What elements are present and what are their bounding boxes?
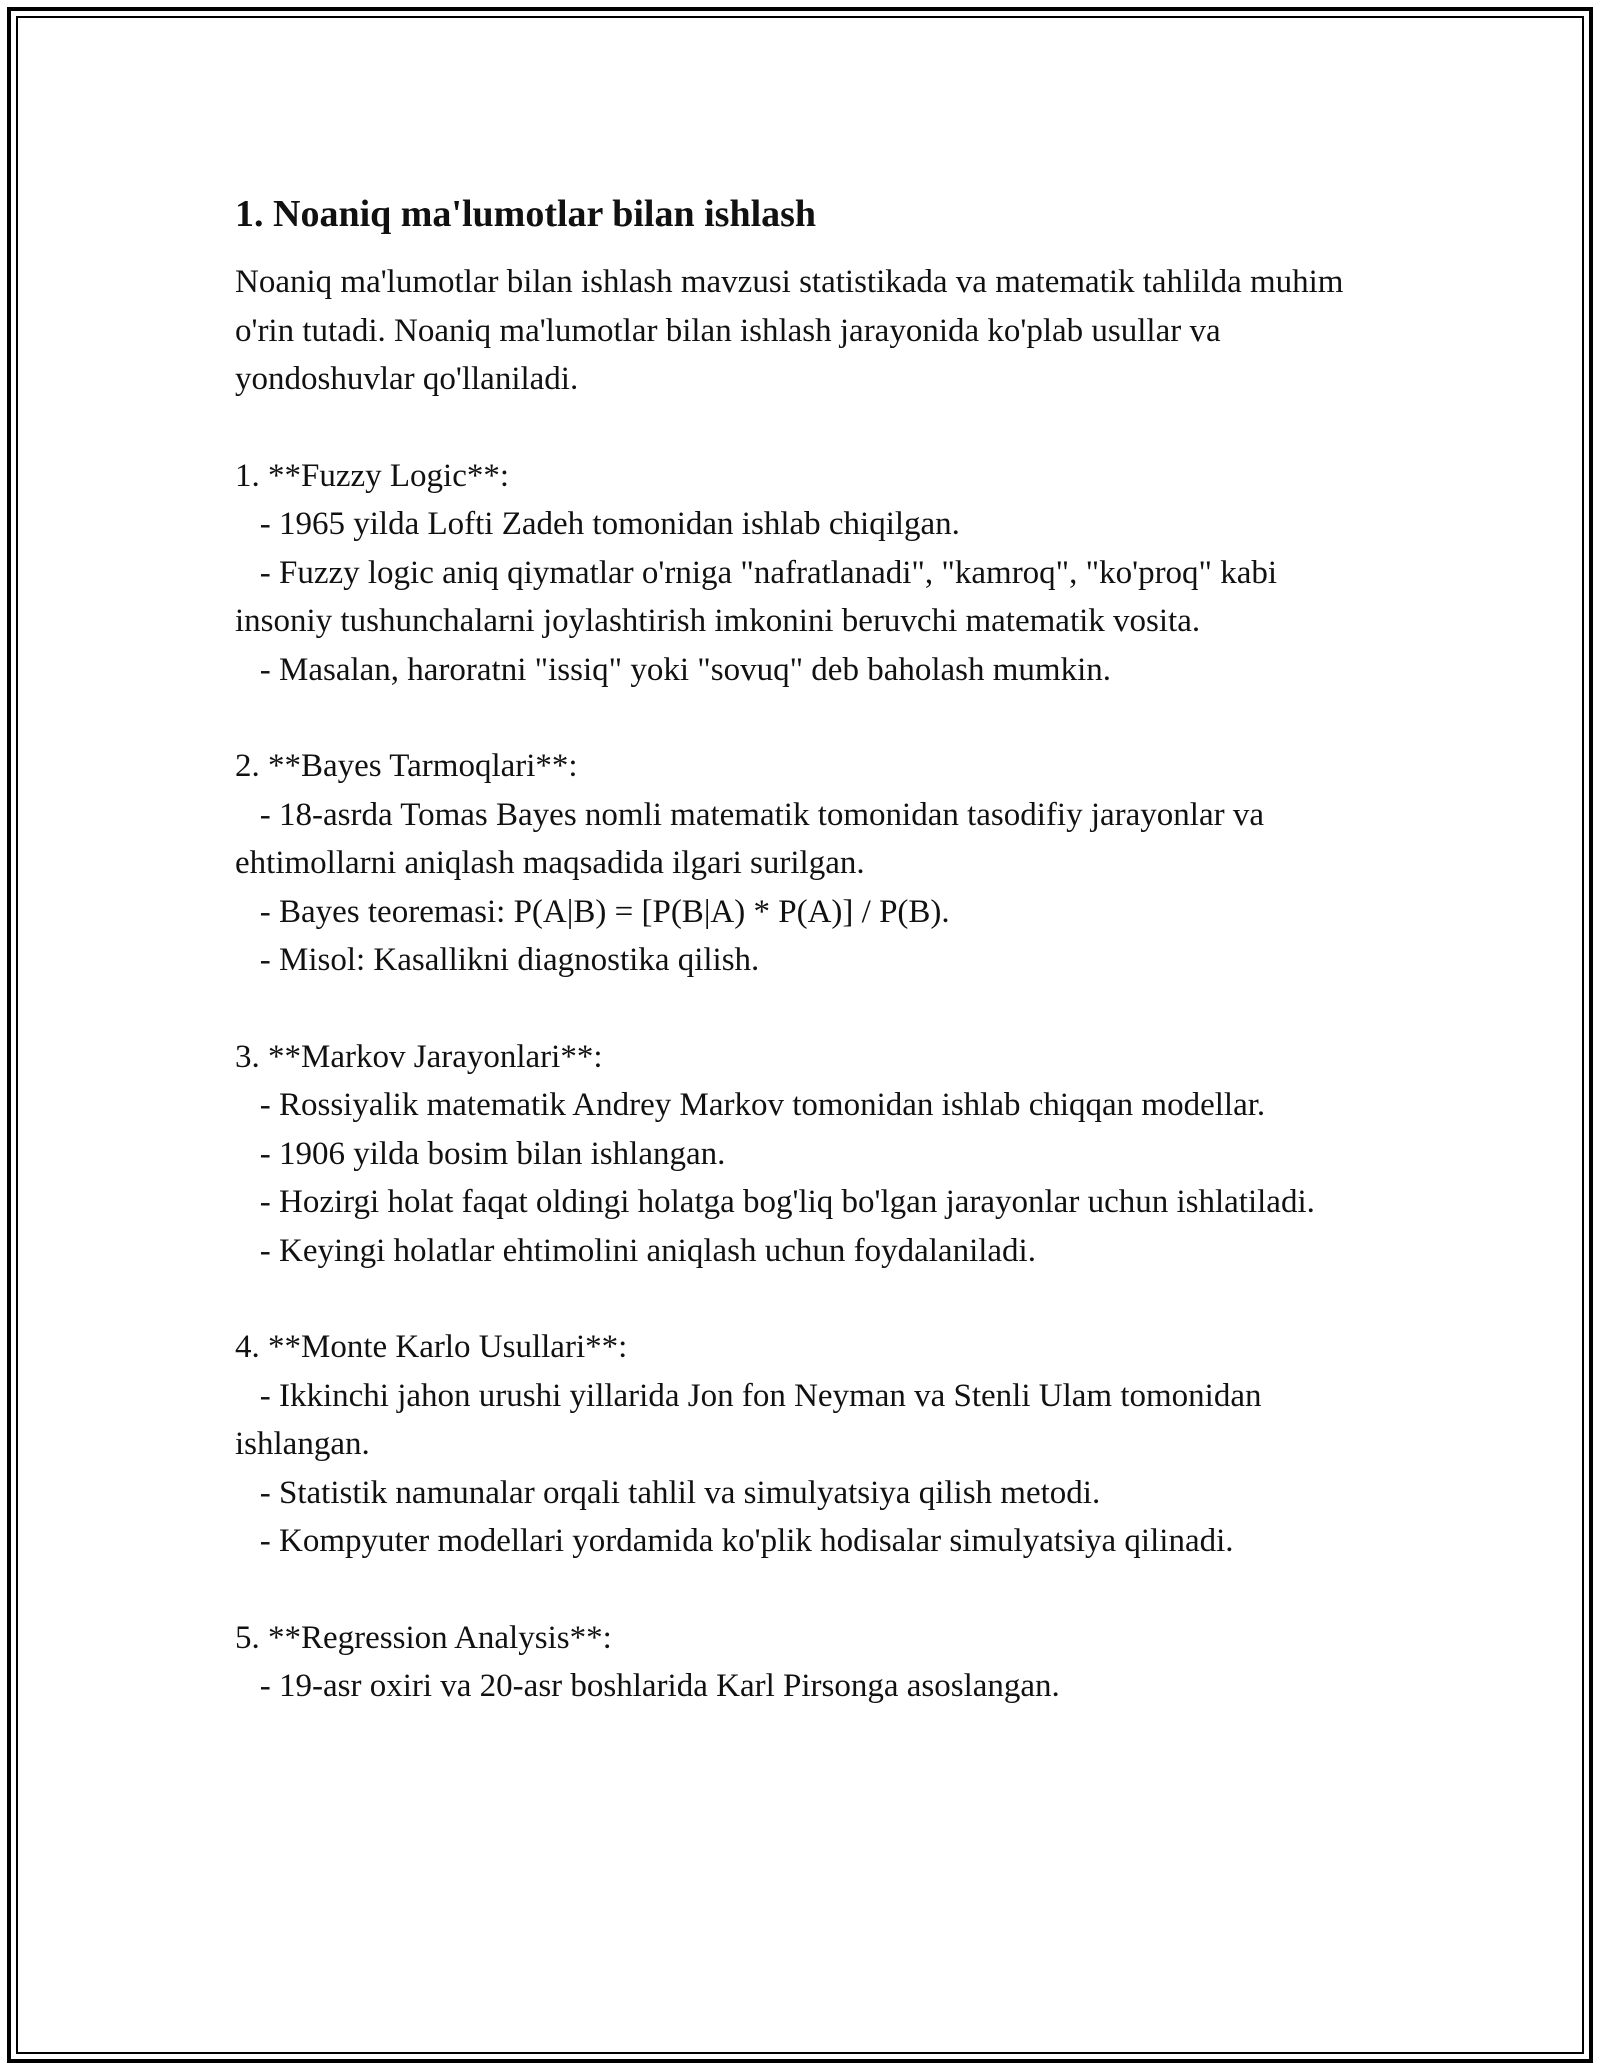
section-regression-analysis <box>235 1614 1365 1711</box>
list-item: - 1906 yilda bosim bilan ishlangan. <box>235 1135 726 1172</box>
page-title: 1. Noaniq ma'lumotlar bilan ishlash <box>235 193 817 235</box>
section-heading: 1. **Fuzzy Logic**: <box>235 457 510 494</box>
list-item: - Masalan, haroratni "issiq" yoki "sovuq" deb baholash mumkin. <box>235 651 1112 688</box>
section-bayes-tarmoqlari <box>235 742 1365 985</box>
section-monte-karlo <box>235 1323 1365 1566</box>
list-item: - Keyingi holatlar ehtimolini aniqlash uchun foydalaniladi. <box>235 1232 1036 1269</box>
list-item: - Statistik namunalar orqali tahlil va simulyatsiya qilish metodi. <box>235 1474 1101 1511</box>
list-item: - 18-asrda Tomas Bayes nomli matematik tomonidan tasodifiy jarayonlar va ehtimollarni aniqlash maqsadida ilgari surilgan. <box>235 796 1273 881</box>
list-item: - Hozirgi holat faqat oldingi holatga bog'liq bo'lgan jarayonlar uchun ishlatiladi. <box>235 1184 1315 1220</box>
section-heading: 4. **Monte Karlo Usullari**: <box>235 1329 628 1365</box>
list-item: - Ikkinchi jahon urushi yillarida Jon fon Neyman va Stenli Ulam tomonidan ishlangan. <box>235 1377 1270 1462</box>
list-item: - Fuzzy logic aniq qiymatlar o'rniga "nafratlanadi", "kamroq", "ko'proq" kabi insoniy tushunchalarni joylashtirish imkonini beruvchi matematik vosita. <box>235 554 1286 639</box>
document-body <box>235 188 1365 1711</box>
list-item: - Rossiyalik matematik Andrey Markov tomonidan ishlab chiqqan modellar. <box>235 1087 1266 1123</box>
section-heading: 5. **Regression Analysis**: <box>235 1619 612 1656</box>
list-item: - 1965 yilda Lofti Zadeh tomonidan ishlab chiqilgan. <box>235 506 960 542</box>
section-heading: 2. **Bayes Tarmoqlari**: <box>235 748 578 784</box>
section-fuzzy-logic <box>235 452 1365 695</box>
list-item: - Bayes teoremasi: P(A|B) = [P(B|A) * P(A)] / P(B). <box>235 893 950 930</box>
list-item: - Kompyuter modellari yordamida ko'plik hodisalar simulyatsiya qilinadi. <box>235 1523 1234 1559</box>
section-markov-jarayonlari <box>235 1033 1365 1276</box>
intro-paragraph: Noaniq ma'lumotlar bilan ishlash mavzusi statistikada va matematik tahlilda muhim o'rin tutadi. Noaniq ma'lumotlar bilan ishlash jarayonida ko'plab usullar va yondoshuvlar qo'llaniladi. <box>235 264 1344 397</box>
section-heading: 3. **Markov Jarayonlari**: <box>235 1038 603 1075</box>
list-item: - Misol: Kasallikni diagnostika qilish. <box>235 942 760 978</box>
list-item: - 19-asr oxiri va 20-asr boshlarida Karl Pirsonga asoslangan. <box>235 1668 1060 1704</box>
